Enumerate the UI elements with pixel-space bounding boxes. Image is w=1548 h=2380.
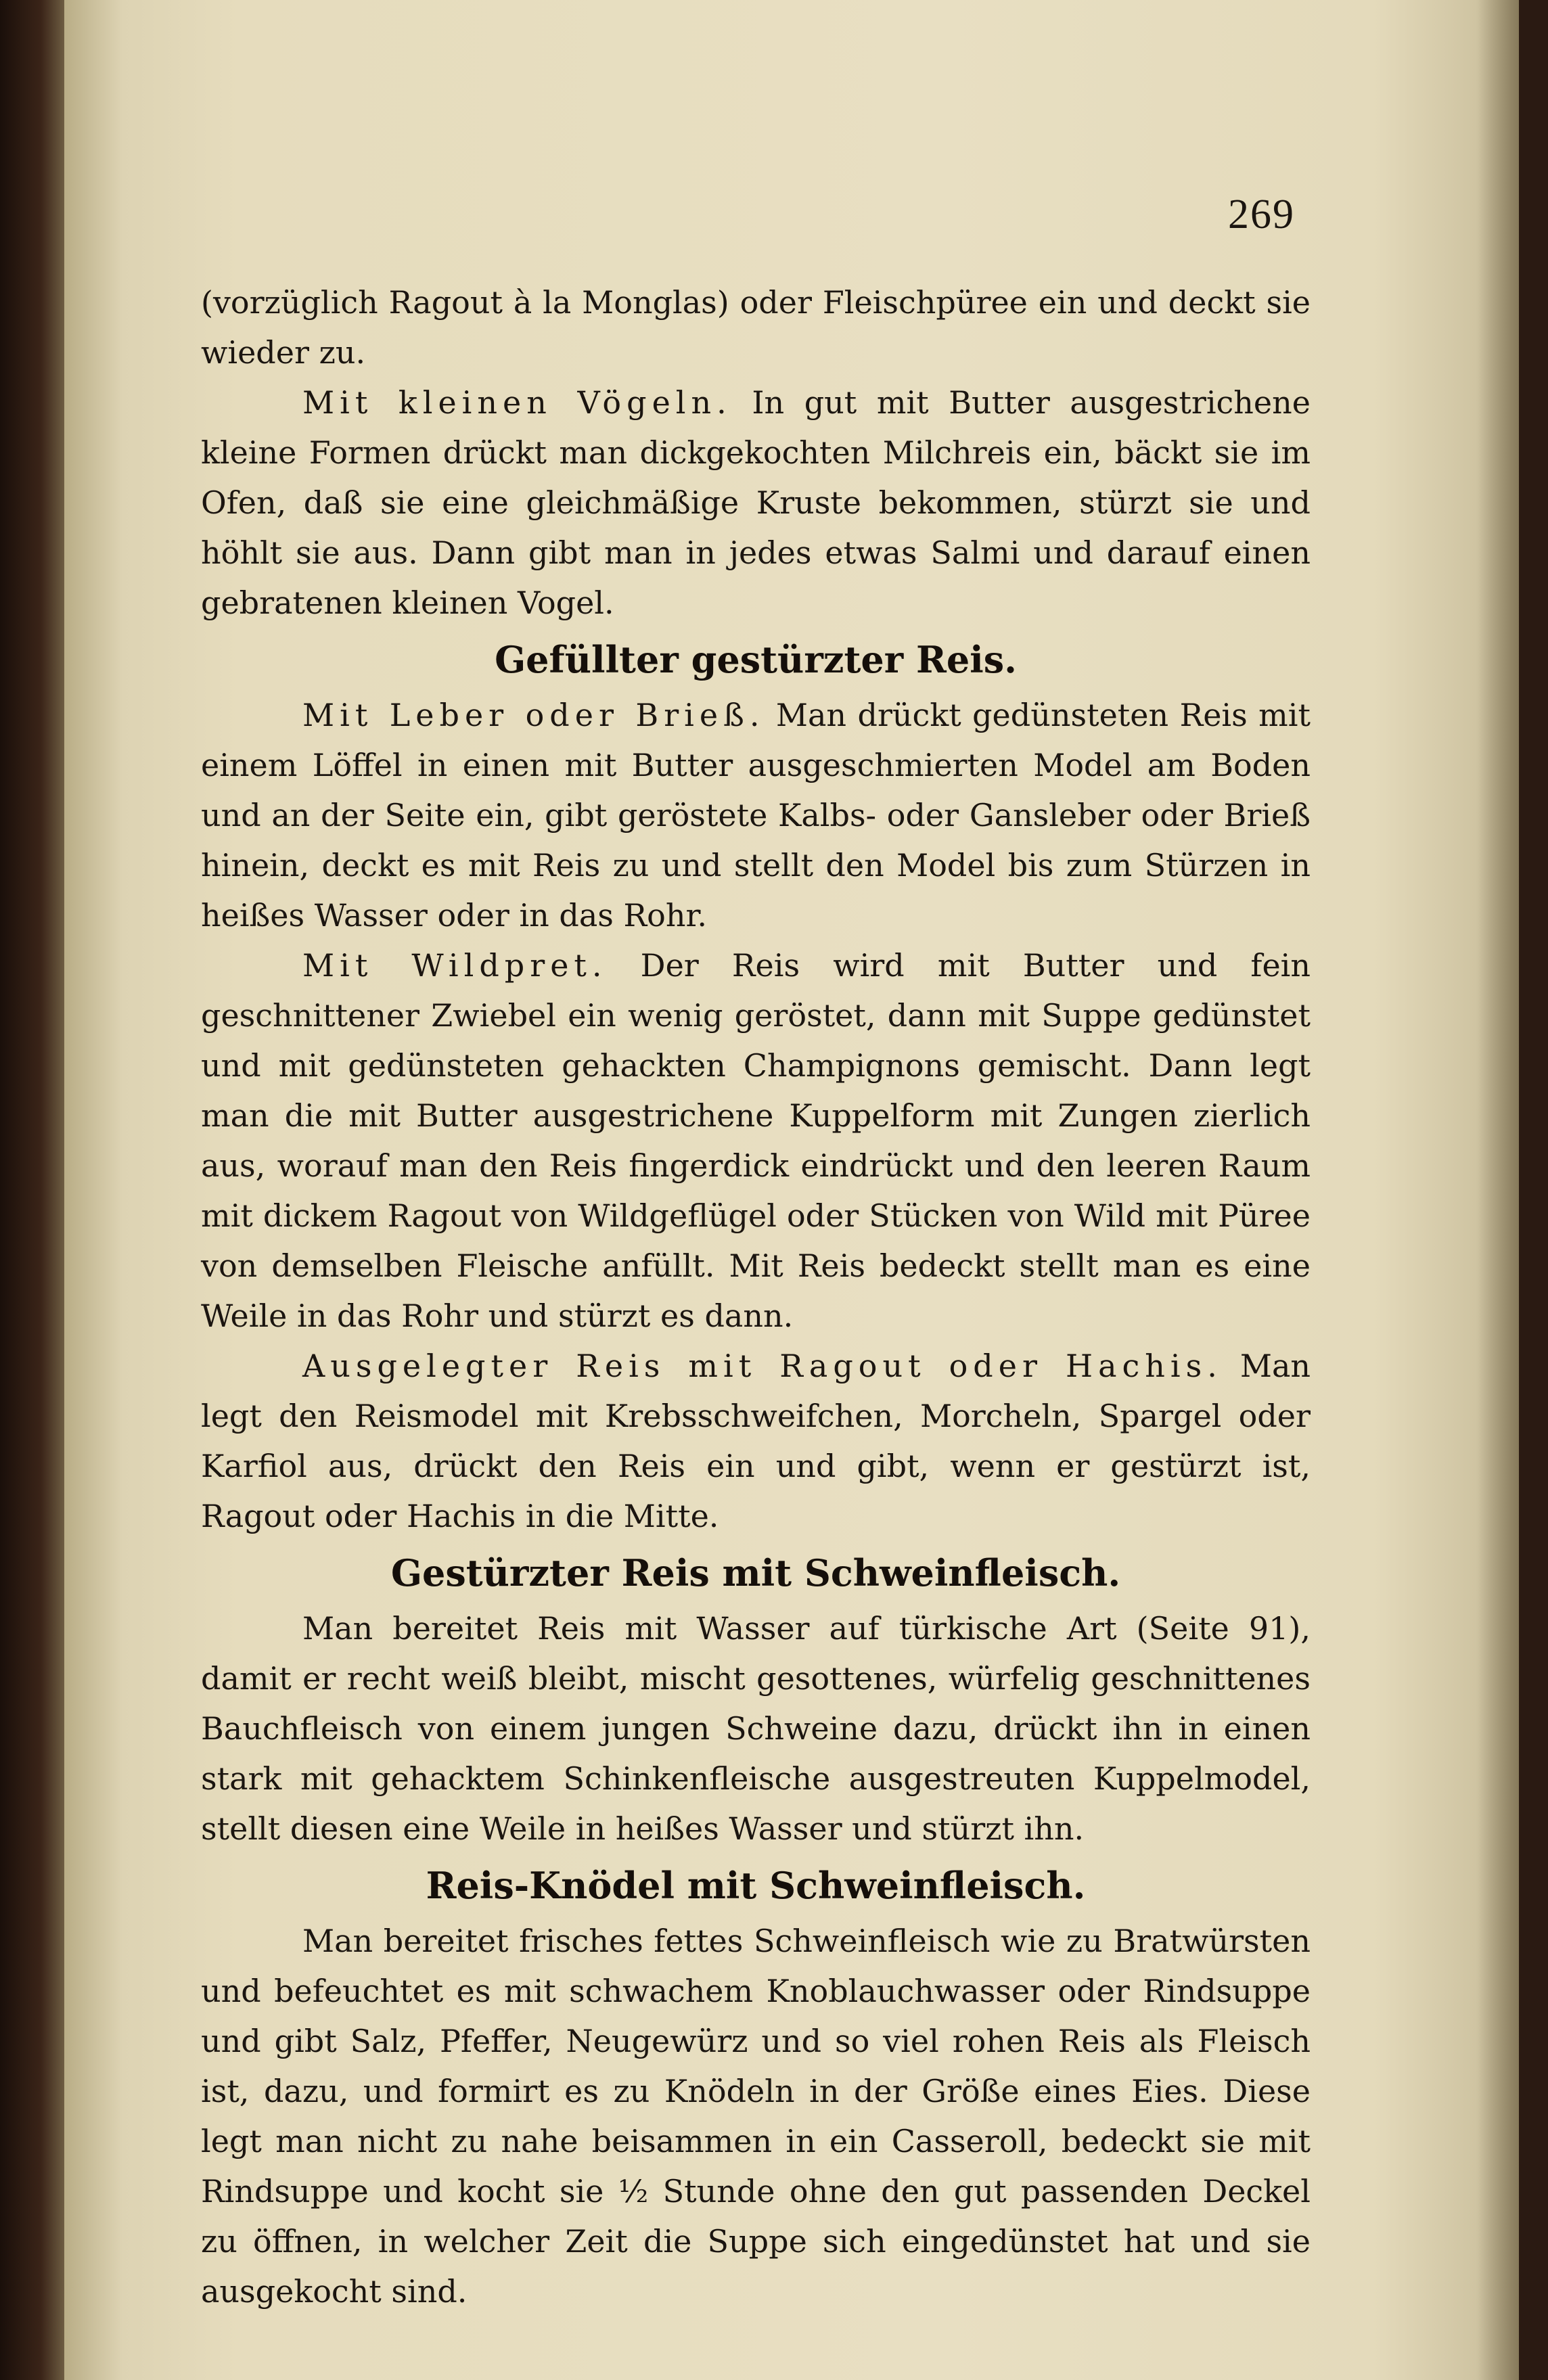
paragraph-text: Der Reis wird mit Butter und fein geschnittener Zwiebel ein wenig geröstet, dann mit Suppe gedünstet und mit gedünsteten gehackten Champignons gemischt. Dann legt man die mit Butter ausgestrichene Kuppelform mit Zungen zierlich aus, worauf man den Reis fingerdick eindrückt und den leeren Raum mit dickem Ragout von Wildgeflügel oder Stücken von Wild mit Püree von demselben Fleische anfüllt. Mit Reis bedeckt stellt man es eine Weile in das Rohr und stürzt es dann.: [201, 947, 1311, 1334]
paragraph-ausgelegter-reis: [201, 1341, 1311, 1541]
paragraph-lead: Mit kleinen Vögeln.: [302, 384, 732, 421]
paragraph-lead: Mit Leber oder Brieß.: [302, 697, 765, 733]
paragraph-lead: Ausgelegter Reis mit Ragout oder Hachis.: [302, 1348, 1223, 1384]
paragraph-leber-briess: [201, 690, 1311, 940]
paragraph-text: In gut mit Butter ausgestrichene kleine Formen drückt man dickgekochten Milchreis ein, bäckt sie im Ofen, daß sie eine gleichmäßige Kruste bekommen, stürzt sie und höhlt sie aus. Dann gibt man in jedes etwas Salmi und darauf einen gebratenen kleinen Vogel.: [201, 384, 1311, 621]
paragraph-text: Man legt den Reismodel mit Krebsschweifchen, Morcheln, Spargel oder Karfiol aus, drückt den Reis ein und gibt, wenn er gestürzt ist, Ragout oder Hachis in die Mitte.: [201, 1348, 1311, 1534]
page-body: [201, 277, 1311, 2316]
paragraph-text: Man drückt gedünsteten Reis mit einem Löffel in einen mit Butter ausgeschmierten Model am Boden und an der Seite ein, gibt geröstete Kalbs- oder Gansleber oder Brieß hinein, deckt es mit Reis zu und stellt den Model bis zum Stürzen in heißes Wasser oder in das Rohr.: [201, 697, 1311, 934]
section-heading-gestuerzter-reis: Gestürzter Reis mit Schweinfleisch.: [390, 1551, 1121, 1595]
paragraph-wildpret: [201, 940, 1311, 1341]
book-spine: [0, 0, 74, 2380]
paragraph-schweinfleisch: Man bereitet Reis mit Wasser auf türkische Art (Seite 91), damit er recht weiß bleibt, mischt gesottenes, würfelig geschnittenes Bauchfleisch von einem jungen Schweine dazu, drückt ihn in einen stark mit gehacktem Schinkenfleische ausgestreuten Kuppelmodel, stellt diesen eine Weile in heißes Wasser und stürzt ihn.: [201, 1610, 1311, 1847]
paragraph-kleinen-voegeln: [201, 377, 1311, 628]
page-number: 269: [1228, 191, 1295, 237]
paragraph-reis-knoedel: Man bereitet frisches fettes Schweinfleisch wie zu Bratwürsten und befeuchtet es mit schwachem Knoblauchwasser oder Rindsuppe und gibt Salz, Pfeffer, Neugewürz und so viel rohen Reis als Fleisch ist, dazu, und formirt es zu Knödeln in der Größe eines Eies. Diese legt man nicht zu nahe beisammen in ein Casseroll, bedeckt sie mit Rindsuppe und kocht sie ½ Stunde ohne den gut passenden Deckel zu öffnen, in welcher Zeit die Suppe sich eingedünstet hat und sie ausgekocht sind.: [201, 1923, 1311, 2310]
page-edge-shadow: [1478, 0, 1519, 2380]
paragraph-lead: Mit Wildpret.: [302, 947, 608, 984]
section-heading-reis-knoedel: Reis-Knödel mit Schweinfleisch.: [426, 1864, 1086, 1907]
section-heading-gefuellter-reis: Gefüllter gestürzter Reis.: [495, 638, 1017, 681]
paragraph-continuation: (vorzüglich Ragout à la Monglas) oder Fleischpüree ein und deckt sie wieder zu.: [201, 284, 1311, 371]
